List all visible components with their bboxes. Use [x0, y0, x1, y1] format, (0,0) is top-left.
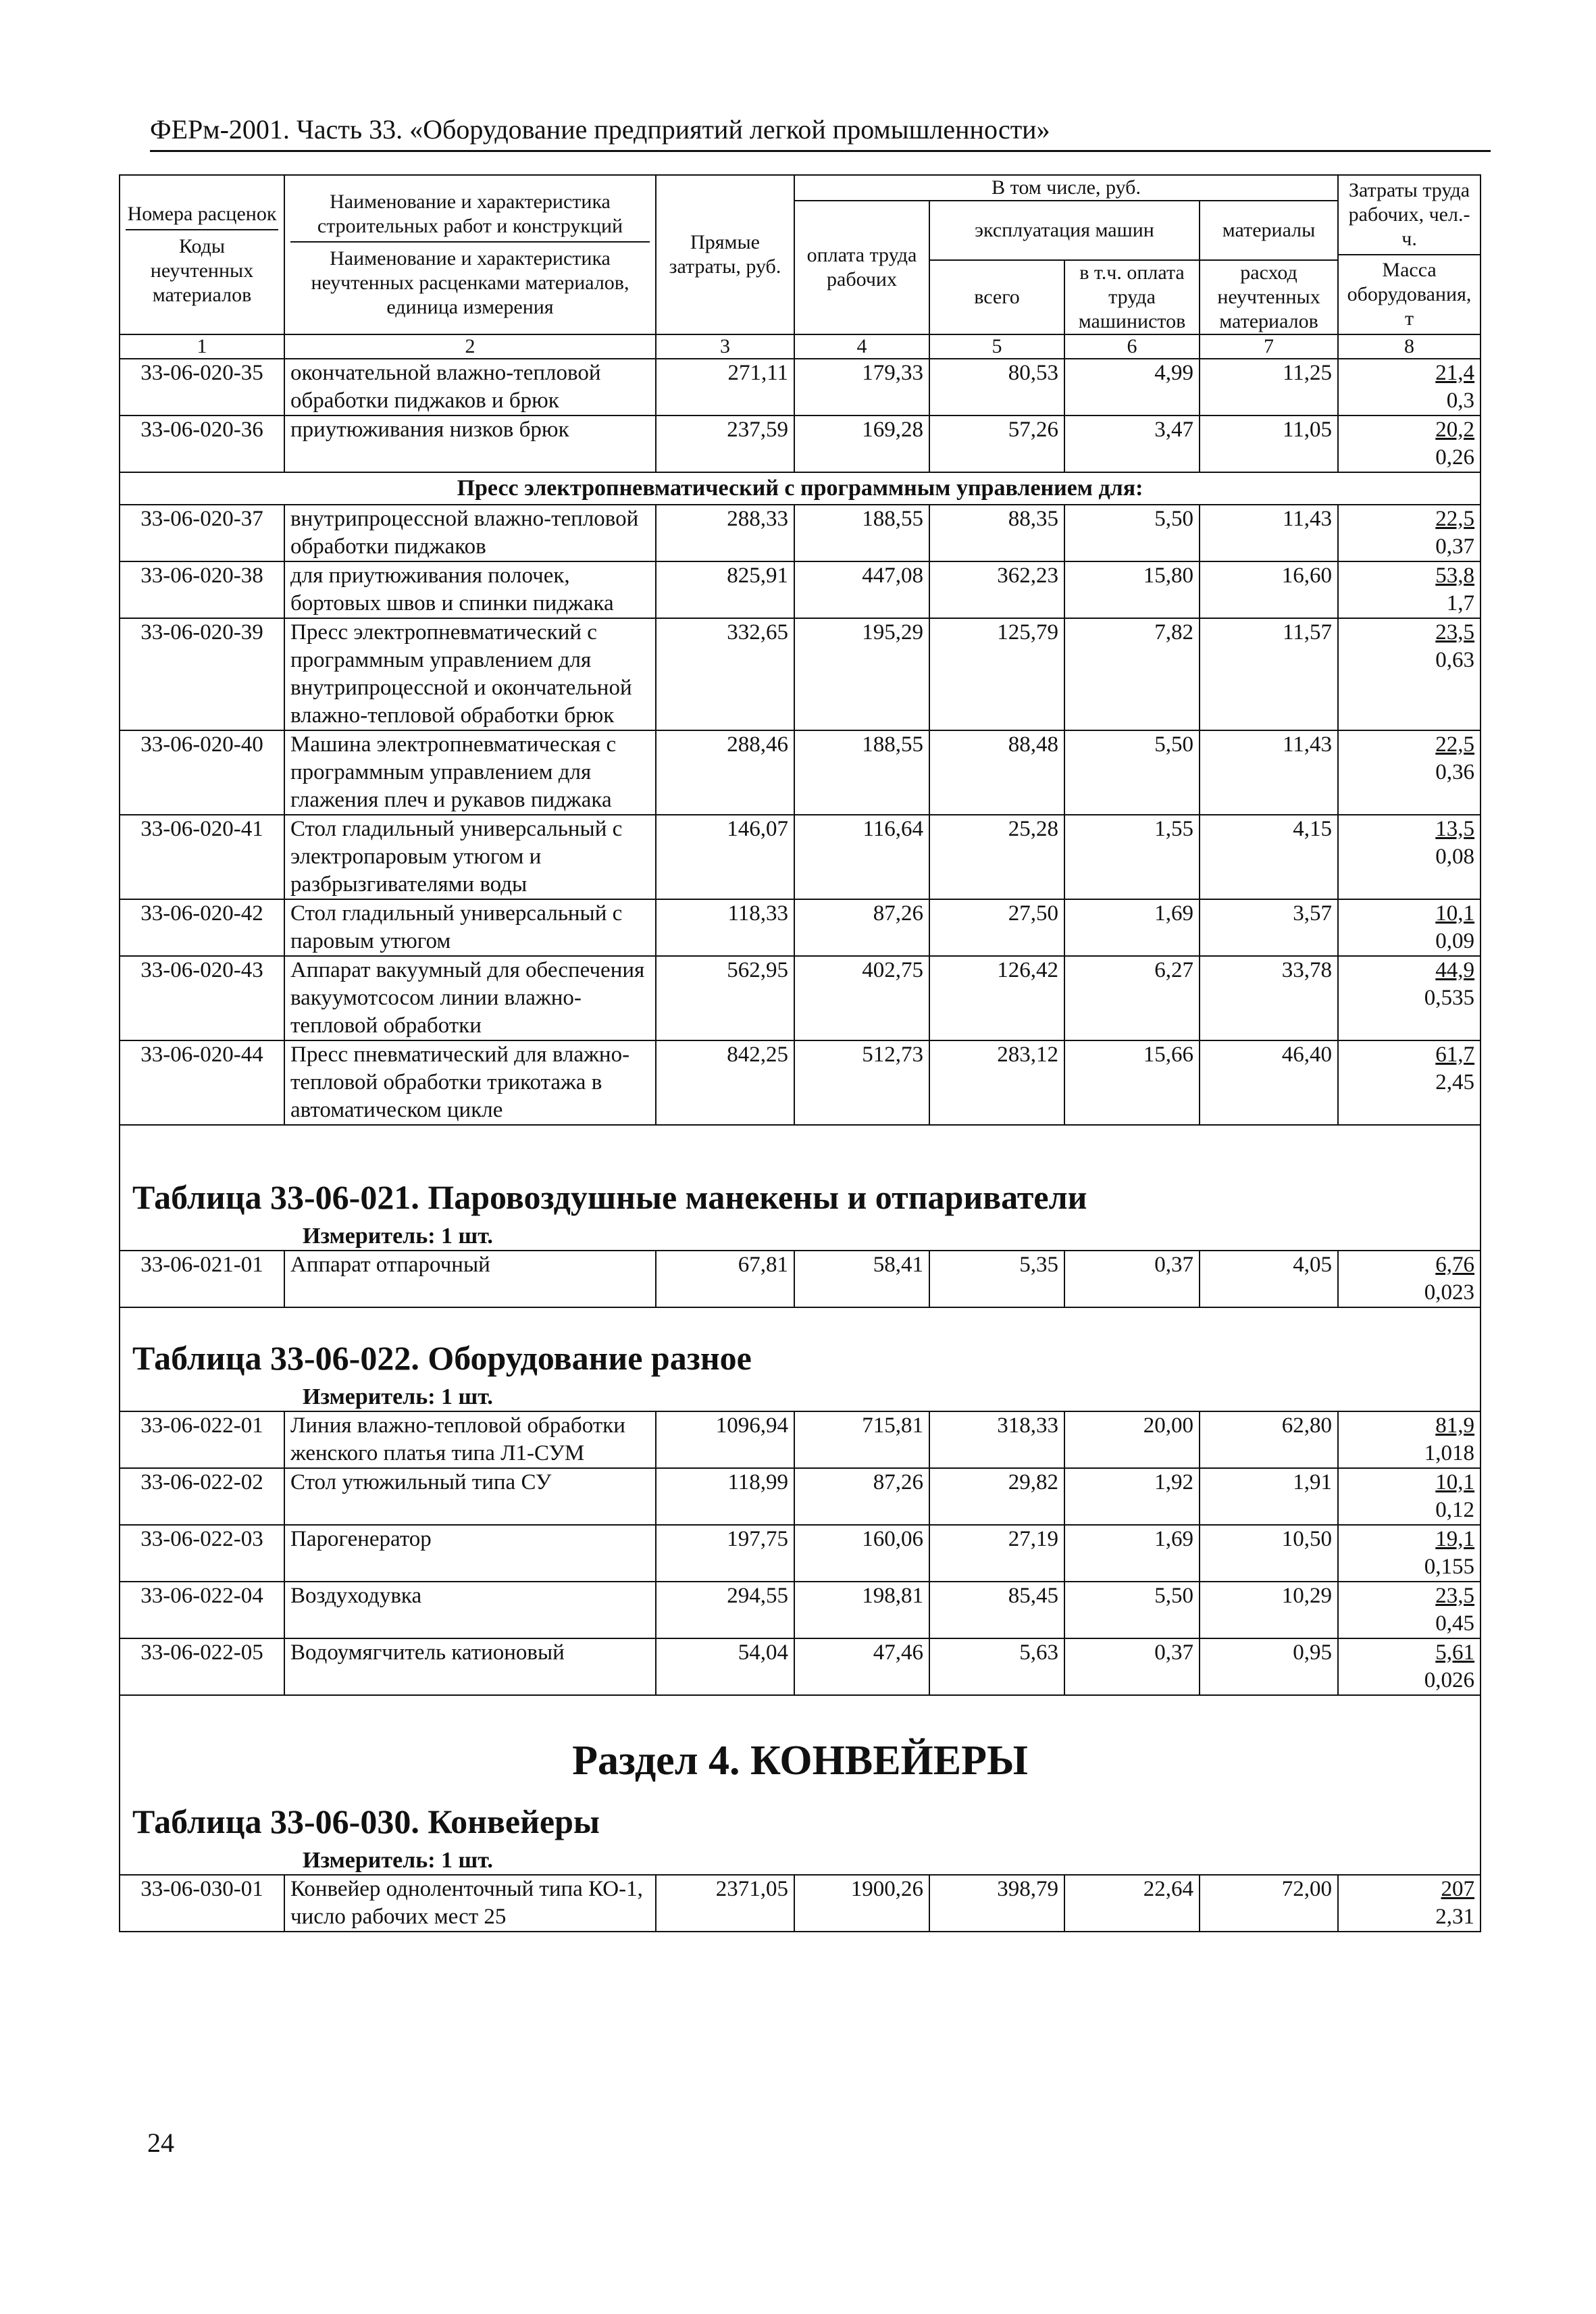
- labor-hours: 22,5: [1435, 732, 1475, 757]
- wages: 179,33: [794, 359, 929, 416]
- machines-total: 398,79: [929, 1875, 1064, 1932]
- labor-hours: 5,61: [1435, 1640, 1475, 1665]
- table-row: [120, 1875, 1481, 1932]
- materials-consumption: 11,43: [1200, 505, 1338, 561]
- table-030-rows: [120, 1875, 1481, 1932]
- work-name: Аппарат вакуумный для обеспечения вакуумотсосом линии влажно-тепловой обработки: [284, 956, 656, 1040]
- machinist-wages: 5,50: [1064, 505, 1200, 561]
- equipment-mass: 0,63: [1435, 648, 1475, 672]
- materials-consumption: 4,05: [1200, 1251, 1338, 1307]
- col-codes-header: Номера расценок Коды неучтенных материалов: [120, 175, 284, 334]
- equipment-mass: 0,12: [1435, 1498, 1475, 1522]
- rate-code: 33-06-030-01: [120, 1875, 284, 1932]
- labor-hours: 10,1: [1435, 1470, 1475, 1494]
- column-number: 7: [1200, 334, 1338, 359]
- labor-hours: 20,2: [1435, 418, 1475, 442]
- rate-code: 33-06-022-01: [120, 1411, 284, 1468]
- machinist-wages: 5,50: [1064, 730, 1200, 815]
- work-name: Линия влажно-тепловой обработки женского платья типа Л1-СУМ: [284, 1411, 656, 1468]
- col-machines-total-header: всего: [929, 260, 1064, 334]
- wages: 715,81: [794, 1411, 929, 1468]
- labor-hours: 23,5: [1435, 620, 1475, 645]
- rate-code: 33-06-022-03: [120, 1525, 284, 1582]
- work-name: Машина электропневматическая с программным управлением для глажения плеч и рукавов пиджака: [284, 730, 656, 815]
- rate-code: 33-06-022-04: [120, 1582, 284, 1638]
- column-number: 4: [794, 334, 929, 359]
- rate-code: 33-06-022-02: [120, 1468, 284, 1525]
- column-number: 1: [120, 334, 284, 359]
- column-number: 5: [929, 334, 1064, 359]
- labor-hours: 13,5: [1435, 817, 1475, 841]
- col-materials-consumption-header: расход неучтенных материалов: [1200, 260, 1338, 334]
- wages: 188,55: [794, 730, 929, 815]
- group-heading-section: [120, 472, 1481, 505]
- table-row: [120, 1468, 1481, 1525]
- labor-hours: 23,5: [1435, 1584, 1475, 1608]
- column-number: 8: [1338, 334, 1481, 359]
- work-name: Стол утюжильный типа СУ: [284, 1468, 656, 1525]
- table-021-title: Таблица 33-06-021. Паровоздушные манекены и отпариватели: [120, 1147, 1481, 1223]
- machines-total: 80,53: [929, 359, 1064, 416]
- labor-mass-cell: [1338, 359, 1481, 416]
- materials-consumption: 16,60: [1200, 561, 1338, 618]
- direct-costs: 197,75: [656, 1525, 794, 1582]
- column-numbers-row: [120, 334, 1481, 359]
- table-021-measure: Измеритель: 1 шт.: [120, 1223, 1481, 1251]
- table-021-rows: [120, 1251, 1481, 1307]
- equipment-mass: 2,45: [1435, 1070, 1475, 1095]
- labor-mass-cell: [1338, 1582, 1481, 1638]
- direct-costs: 146,07: [656, 815, 794, 899]
- column-number: 6: [1064, 334, 1200, 359]
- equipment-mass: 0,535: [1424, 986, 1475, 1010]
- equipment-mass: 0,023: [1424, 1280, 1475, 1305]
- page-number: 24: [147, 2128, 174, 2158]
- rate-code: 33-06-020-44: [120, 1040, 284, 1125]
- col-materials-header: материалы: [1200, 201, 1338, 260]
- machines-total: 29,82: [929, 1468, 1064, 1525]
- machines-total: 88,35: [929, 505, 1064, 561]
- machines-total: 5,35: [929, 1251, 1064, 1307]
- materials-consumption: 62,80: [1200, 1411, 1338, 1468]
- labor-mass-cell: [1338, 730, 1481, 815]
- materials-consumption: 72,00: [1200, 1875, 1338, 1932]
- table-030-title: Таблица 33-06-030. Конвейеры: [120, 1785, 1481, 1847]
- labor-mass-cell: [1338, 899, 1481, 956]
- table-row: [120, 956, 1481, 1040]
- direct-costs: 118,99: [656, 1468, 794, 1525]
- labor-mass-cell: [1338, 561, 1481, 618]
- column-number: 2: [284, 334, 656, 359]
- labor-hours: 10,1: [1435, 901, 1475, 926]
- col-machines-header: эксплуатация машин: [929, 201, 1200, 260]
- direct-costs: 1096,94: [656, 1411, 794, 1468]
- labor-hours: 207: [1441, 1877, 1475, 1901]
- table-022-rows: [120, 1411, 1481, 1695]
- col-including-header: В том числе, руб.: [794, 175, 1338, 201]
- table-header: [120, 175, 1481, 359]
- col-labor-mass-header: Затраты труда рабочих, чел.-ч. Масса оборудования, т: [1338, 175, 1481, 334]
- equipment-mass: 0,45: [1435, 1611, 1475, 1636]
- direct-costs: 842,25: [656, 1040, 794, 1125]
- labor-mass-cell: [1338, 1875, 1481, 1932]
- labor-hours: 19,1: [1435, 1527, 1475, 1551]
- table-row: [120, 1582, 1481, 1638]
- wages: 195,29: [794, 618, 929, 730]
- materials-consumption: 3,57: [1200, 899, 1338, 956]
- labor-mass-cell: [1338, 1411, 1481, 1468]
- machines-total: 283,12: [929, 1040, 1064, 1125]
- labor-hours: 44,9: [1435, 958, 1475, 982]
- labor-mass-cell: [1338, 416, 1481, 472]
- materials-consumption: 11,57: [1200, 618, 1338, 730]
- table-row: [120, 815, 1481, 899]
- equipment-mass: 0,3: [1446, 388, 1475, 413]
- materials-consumption: 46,40: [1200, 1040, 1338, 1125]
- wages: 447,08: [794, 561, 929, 618]
- rate-code: 33-06-020-43: [120, 956, 284, 1040]
- equipment-mass: 0,026: [1424, 1668, 1475, 1692]
- direct-costs: 288,33: [656, 505, 794, 561]
- equipment-mass: 0,155: [1424, 1555, 1475, 1579]
- labor-mass-cell: [1338, 1525, 1481, 1582]
- direct-costs: 118,33: [656, 899, 794, 956]
- col-machinist-wages-header: в т.ч. оплата труда машинистов: [1064, 260, 1200, 334]
- rate-code: 33-06-020-38: [120, 561, 284, 618]
- materials-consumption: 11,25: [1200, 359, 1338, 416]
- machines-total: 85,45: [929, 1582, 1064, 1638]
- table-row: [120, 359, 1481, 416]
- work-name: окончательной влажно-тепловой обработки пиджаков и брюк: [284, 359, 656, 416]
- rate-code: 33-06-020-35: [120, 359, 284, 416]
- labor-mass-cell: [1338, 618, 1481, 730]
- table-row: [120, 416, 1481, 472]
- work-name: Аппарат отпарочный: [284, 1251, 656, 1307]
- table-030-measure: Измеритель: 1 шт.: [120, 1847, 1481, 1875]
- labor-mass-cell: [1338, 1040, 1481, 1125]
- materials-consumption: 10,50: [1200, 1525, 1338, 1582]
- machinist-wages: 3,47: [1064, 416, 1200, 472]
- wages: 402,75: [794, 956, 929, 1040]
- col-wages-header: оплата труда рабочих: [794, 201, 929, 334]
- machinist-wages: 22,64: [1064, 1875, 1200, 1932]
- work-name: Стол гладильный универсальный с электропаровым утюгом и разбрызгивателями воды: [284, 815, 656, 899]
- page-header: ФЕРм-2001. Часть 33. «Оборудование предприятий легкой промышленности»: [150, 114, 1491, 152]
- table-row: [120, 1638, 1481, 1695]
- direct-costs: 825,91: [656, 561, 794, 618]
- rate-code: 33-06-022-05: [120, 1638, 284, 1695]
- machines-total: 362,23: [929, 561, 1064, 618]
- direct-costs: 2371,05: [656, 1875, 794, 1932]
- table-row: [120, 730, 1481, 815]
- direct-costs: 67,81: [656, 1251, 794, 1307]
- direct-costs: 294,55: [656, 1582, 794, 1638]
- labor-mass-cell: [1338, 1638, 1481, 1695]
- rows-group-b: [120, 505, 1481, 1125]
- materials-consumption: 11,43: [1200, 730, 1338, 815]
- labor-mass-cell: [1338, 956, 1481, 1040]
- wages: 87,26: [794, 899, 929, 956]
- wages: 58,41: [794, 1251, 929, 1307]
- work-name: приутюживания низков брюк: [284, 416, 656, 472]
- machinist-wages: 1,69: [1064, 899, 1200, 956]
- equipment-mass: 0,36: [1435, 760, 1475, 784]
- rate-code: 33-06-020-41: [120, 815, 284, 899]
- direct-costs: 562,95: [656, 956, 794, 1040]
- rates-table: [119, 174, 1481, 1932]
- labor-mass-cell: [1338, 1468, 1481, 1525]
- col-direct-costs-header: Прямые затраты, руб.: [656, 175, 794, 334]
- wages: 47,46: [794, 1638, 929, 1695]
- machinist-wages: 7,82: [1064, 618, 1200, 730]
- work-name: Пресс пневматический для влажно-тепловой обработки трикотажа в автоматическом цикле: [284, 1040, 656, 1125]
- equipment-mass: 1,018: [1424, 1441, 1475, 1465]
- direct-costs: 271,11: [656, 359, 794, 416]
- machinist-wages: 4,99: [1064, 359, 1200, 416]
- machines-total: 5,63: [929, 1638, 1064, 1695]
- labor-mass-cell: [1338, 815, 1481, 899]
- rows-group-a: [120, 359, 1481, 472]
- machinist-wages: 1,69: [1064, 1525, 1200, 1582]
- equipment-mass: 0,26: [1435, 445, 1475, 470]
- section-4-title: Раздел 4. КОНВЕЙЕРЫ: [120, 1695, 1481, 1785]
- materials-consumption: 33,78: [1200, 956, 1338, 1040]
- direct-costs: 54,04: [656, 1638, 794, 1695]
- machines-total: 57,26: [929, 416, 1064, 472]
- table-row: [120, 899, 1481, 956]
- table-row: [120, 561, 1481, 618]
- rate-code: 33-06-020-39: [120, 618, 284, 730]
- rate-code: 33-06-020-37: [120, 505, 284, 561]
- machinist-wages: 1,92: [1064, 1468, 1200, 1525]
- wages: 169,28: [794, 416, 929, 472]
- machinist-wages: 15,80: [1064, 561, 1200, 618]
- labor-hours: 21,4: [1435, 361, 1475, 385]
- group-heading: Пресс электропневматический с программным управлением для:: [120, 472, 1481, 505]
- materials-consumption: 1,91: [1200, 1468, 1338, 1525]
- work-name: Конвейер одноленточный типа КО-1, число рабочих мест 25: [284, 1875, 656, 1932]
- labor-mass-cell: [1338, 505, 1481, 561]
- labor-hours: 22,5: [1435, 507, 1475, 531]
- materials-consumption: 10,29: [1200, 1582, 1338, 1638]
- machines-total: 126,42: [929, 956, 1064, 1040]
- equipment-mass: 2,31: [1435, 1905, 1475, 1929]
- labor-hours: 81,9: [1435, 1413, 1475, 1438]
- direct-costs: 288,46: [656, 730, 794, 815]
- table-022-measure: Измеритель: 1 шт.: [120, 1384, 1481, 1411]
- machines-total: 27,50: [929, 899, 1064, 956]
- direct-costs: 237,59: [656, 416, 794, 472]
- labor-hours: 53,8: [1435, 563, 1475, 588]
- work-name: Воздуходувка: [284, 1582, 656, 1638]
- rate-code: 33-06-020-40: [120, 730, 284, 815]
- machinist-wages: 5,50: [1064, 1582, 1200, 1638]
- table-row: [120, 618, 1481, 730]
- work-name: Стол гладильный универсальный с паровым утюгом: [284, 899, 656, 956]
- machines-total: 125,79: [929, 618, 1064, 730]
- machinist-wages: 6,27: [1064, 956, 1200, 1040]
- column-number: 3: [656, 334, 794, 359]
- wages: 512,73: [794, 1040, 929, 1125]
- equipment-mass: 0,08: [1435, 845, 1475, 869]
- wages: 116,64: [794, 815, 929, 899]
- machines-total: 27,19: [929, 1525, 1064, 1582]
- col-name-header: Наименование и характеристика строительных работ и конструкций Наименование и характеристика неучтенных расценками материалов, единица измерения: [284, 175, 656, 334]
- materials-consumption: 0,95: [1200, 1638, 1338, 1695]
- machinist-wages: 0,37: [1064, 1638, 1200, 1695]
- table-row: [120, 1251, 1481, 1307]
- table-row: [120, 505, 1481, 561]
- machines-total: 88,48: [929, 730, 1064, 815]
- table-row: [120, 1040, 1481, 1125]
- work-name: внутрипроцессной влажно-тепловой обработки пиджаков: [284, 505, 656, 561]
- machinist-wages: 0,37: [1064, 1251, 1200, 1307]
- work-name: Водоумягчитель катионовый: [284, 1638, 656, 1695]
- rate-code: 33-06-021-01: [120, 1251, 284, 1307]
- work-name: Пресс электропневматический с программным управлением для внутрипроцессной и окончательной влажно-тепловой обработки брюк: [284, 618, 656, 730]
- wages: 188,55: [794, 505, 929, 561]
- labor-hours: 6,76: [1435, 1253, 1475, 1277]
- wages: 87,26: [794, 1468, 929, 1525]
- work-name: для приутюживания полочек, бортовых швов и спинки пиджака: [284, 561, 656, 618]
- table-022-section: [120, 1307, 1481, 1411]
- machinist-wages: 1,55: [1064, 815, 1200, 899]
- rate-code: 33-06-020-42: [120, 899, 284, 956]
- wages: 160,06: [794, 1525, 929, 1582]
- wages: 198,81: [794, 1582, 929, 1638]
- machinist-wages: 20,00: [1064, 1411, 1200, 1468]
- equipment-mass: 0,37: [1435, 534, 1475, 559]
- table-021-section: [120, 1125, 1481, 1251]
- equipment-mass: 0,09: [1435, 929, 1475, 953]
- labor-hours: 61,7: [1435, 1042, 1475, 1067]
- rate-code: 33-06-020-36: [120, 416, 284, 472]
- materials-consumption: 4,15: [1200, 815, 1338, 899]
- machinist-wages: 15,66: [1064, 1040, 1200, 1125]
- equipment-mass: 1,7: [1446, 591, 1475, 615]
- wages: 1900,26: [794, 1875, 929, 1932]
- table-row: [120, 1411, 1481, 1468]
- labor-mass-cell: [1338, 1251, 1481, 1307]
- table-022-title: Таблица 33-06-022. Оборудование разное: [120, 1307, 1481, 1384]
- machines-total: 318,33: [929, 1411, 1064, 1468]
- machines-total: 25,28: [929, 815, 1064, 899]
- work-name: Парогенератор: [284, 1525, 656, 1582]
- table-row: [120, 1525, 1481, 1582]
- section-4: [120, 1695, 1481, 1875]
- materials-consumption: 11,05: [1200, 416, 1338, 472]
- direct-costs: 332,65: [656, 618, 794, 730]
